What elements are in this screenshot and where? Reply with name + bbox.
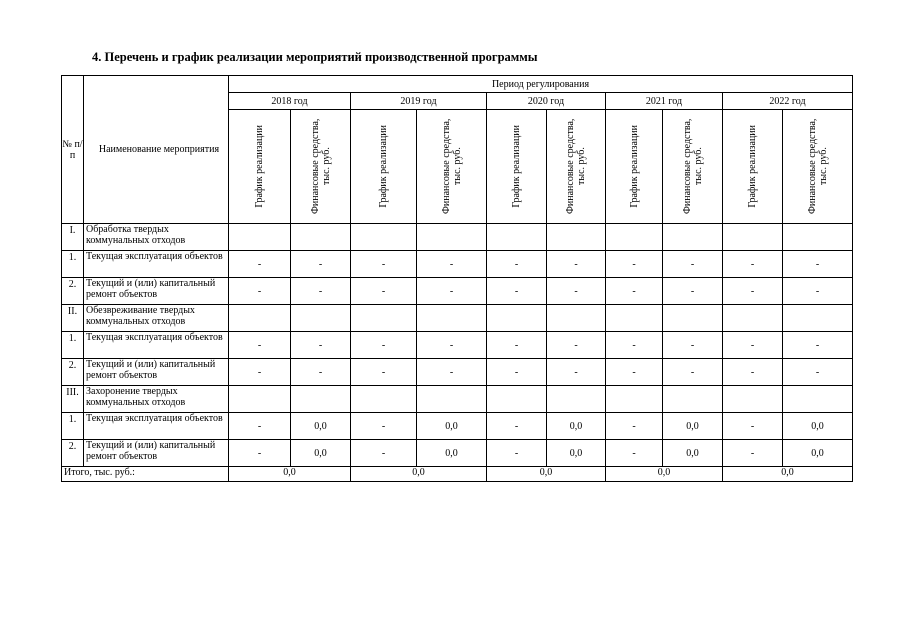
schedule-cell: -: [229, 413, 291, 440]
finance-cell: -: [547, 359, 606, 386]
schedule-cell: [351, 386, 417, 413]
schedule-cell: [606, 224, 663, 251]
table-row: [62, 224, 853, 251]
schedule-cell: -: [229, 251, 291, 278]
finance-cell: [291, 305, 351, 332]
row-name: Обработка твердых коммунальных отходов: [84, 224, 229, 251]
finance-cell: -: [417, 251, 487, 278]
subheader-schedule: График реализации: [723, 110, 783, 224]
finance-cell: [663, 305, 723, 332]
table-row: [62, 440, 853, 467]
table-row: [62, 332, 853, 359]
schedule-cell: -: [723, 413, 783, 440]
finance-cell: 0,0: [547, 440, 606, 467]
row-number: I.: [62, 224, 84, 251]
finance-cell: 0,0: [291, 440, 351, 467]
finance-cell: [291, 386, 351, 413]
schedule-cell: [351, 224, 417, 251]
schedule-cell: [229, 224, 291, 251]
total-value: 0,0: [606, 467, 723, 482]
schedule-cell: -: [487, 440, 547, 467]
finance-cell: -: [783, 278, 853, 305]
finance-cell: [417, 386, 487, 413]
total-label: Итого, тыс. руб.:: [62, 467, 229, 482]
finance-cell: [547, 224, 606, 251]
row-name: Текущая эксплуатация объектов: [84, 332, 229, 359]
finance-cell: -: [291, 359, 351, 386]
schedule-cell: -: [606, 359, 663, 386]
finance-cell: 0,0: [663, 413, 723, 440]
schedule-cell: [606, 386, 663, 413]
schedule-cell: -: [723, 359, 783, 386]
schedule-cell: -: [351, 251, 417, 278]
finance-cell: -: [547, 278, 606, 305]
table-row: [62, 278, 853, 305]
row-number: 1.: [62, 251, 84, 278]
row-number: II.: [62, 305, 84, 332]
finance-cell: 0,0: [417, 413, 487, 440]
row-name: Захоронение твердых коммунальных отходов: [84, 386, 229, 413]
finance-cell: -: [291, 332, 351, 359]
finance-cell: 0,0: [663, 440, 723, 467]
finance-cell: [783, 224, 853, 251]
schedule-cell: [723, 386, 783, 413]
schedule-cell: -: [606, 440, 663, 467]
schedule-cell: -: [606, 332, 663, 359]
finance-cell: -: [663, 359, 723, 386]
schedule-cell: -: [487, 251, 547, 278]
row-number: 1.: [62, 332, 84, 359]
row-number: III.: [62, 386, 84, 413]
schedule-cell: -: [229, 278, 291, 305]
table-row: [62, 251, 853, 278]
finance-cell: 0,0: [783, 440, 853, 467]
program-table: [61, 75, 853, 482]
schedule-cell: -: [229, 332, 291, 359]
subheader-finance: Финансовые средства, тыс. руб.: [663, 110, 723, 224]
schedule-cell: -: [229, 440, 291, 467]
schedule-cell: -: [606, 413, 663, 440]
year-header: 2019 год: [351, 93, 487, 110]
table-row: [62, 413, 853, 440]
finance-cell: -: [783, 332, 853, 359]
schedule-cell: -: [606, 251, 663, 278]
finance-cell: -: [663, 332, 723, 359]
finance-cell: [783, 305, 853, 332]
year-header: 2020 год: [487, 93, 606, 110]
schedule-cell: -: [723, 251, 783, 278]
schedule-cell: -: [487, 413, 547, 440]
row-name: Обезвреживание твердых коммунальных отходов: [84, 305, 229, 332]
schedule-cell: [351, 305, 417, 332]
schedule-cell: [723, 305, 783, 332]
table-row: [62, 305, 853, 332]
subheader-schedule: График реализации: [351, 110, 417, 224]
row-number: 2.: [62, 359, 84, 386]
finance-cell: -: [783, 251, 853, 278]
schedule-cell: -: [723, 278, 783, 305]
row-name: Текущая эксплуатация объектов: [84, 251, 229, 278]
finance-cell: 0,0: [783, 413, 853, 440]
schedule-cell: -: [351, 413, 417, 440]
finance-cell: -: [783, 359, 853, 386]
year-header: 2022 год: [723, 93, 853, 110]
schedule-cell: [487, 305, 547, 332]
schedule-cell: -: [351, 278, 417, 305]
finance-cell: 0,0: [547, 413, 606, 440]
row-number: 2.: [62, 278, 84, 305]
schedule-cell: [229, 305, 291, 332]
schedule-cell: -: [351, 332, 417, 359]
total-row: [62, 467, 853, 482]
year-header: 2021 год: [606, 93, 723, 110]
schedule-cell: -: [229, 359, 291, 386]
schedule-cell: -: [487, 359, 547, 386]
subheader-finance: Финансовые средства, тыс. руб.: [417, 110, 487, 224]
year-header: 2018 год: [229, 93, 351, 110]
column-header-name: Наименование мероприятия: [84, 76, 229, 224]
row-name: Текущая эксплуатация объектов: [84, 413, 229, 440]
row-name: Текущий и (или) капитальный ремонт объектов: [84, 440, 229, 467]
subheader-finance: Финансовые средства, тыс. руб.: [547, 110, 606, 224]
row-name: Текущий и (или) капитальный ремонт объектов: [84, 359, 229, 386]
finance-cell: -: [663, 278, 723, 305]
finance-cell: [783, 386, 853, 413]
schedule-cell: -: [487, 332, 547, 359]
schedule-cell: [487, 224, 547, 251]
finance-cell: [663, 224, 723, 251]
finance-cell: -: [417, 359, 487, 386]
finance-cell: -: [291, 278, 351, 305]
subheader-schedule: График реализации: [229, 110, 291, 224]
total-value: 0,0: [487, 467, 606, 482]
row-number: 1.: [62, 413, 84, 440]
finance-cell: 0,0: [291, 413, 351, 440]
table-row: [62, 359, 853, 386]
finance-cell: -: [547, 251, 606, 278]
document-heading: 4. Перечень и график реализации мероприятий производственной программы: [92, 50, 538, 64]
finance-cell: [547, 386, 606, 413]
total-value: 0,0: [351, 467, 487, 482]
finance-cell: [417, 224, 487, 251]
finance-cell: [663, 386, 723, 413]
schedule-cell: [229, 386, 291, 413]
finance-cell: [547, 305, 606, 332]
schedule-cell: -: [351, 359, 417, 386]
subheader-finance: Финансовые средства, тыс. руб.: [291, 110, 351, 224]
row-number: 2.: [62, 440, 84, 467]
schedule-cell: -: [606, 278, 663, 305]
schedule-cell: -: [487, 278, 547, 305]
finance-cell: -: [547, 332, 606, 359]
total-value: 0,0: [229, 467, 351, 482]
schedule-cell: -: [723, 332, 783, 359]
table-row: [62, 386, 853, 413]
finance-cell: [291, 224, 351, 251]
finance-cell: -: [663, 251, 723, 278]
subheader-finance: Финансовые средства, тыс. руб.: [783, 110, 853, 224]
subheader-schedule: График реализации: [487, 110, 547, 224]
finance-cell: -: [291, 251, 351, 278]
schedule-cell: [487, 386, 547, 413]
schedule-cell: [606, 305, 663, 332]
column-header-number: № п/п: [62, 76, 84, 224]
row-name: Текущий и (или) капитальный ремонт объектов: [84, 278, 229, 305]
finance-cell: [417, 305, 487, 332]
schedule-cell: [723, 224, 783, 251]
schedule-cell: -: [723, 440, 783, 467]
period-header: Период регулирования: [229, 76, 853, 93]
finance-cell: -: [417, 278, 487, 305]
total-value: 0,0: [723, 467, 853, 482]
finance-cell: 0,0: [417, 440, 487, 467]
schedule-cell: -: [351, 440, 417, 467]
subheader-schedule: График реализации: [606, 110, 663, 224]
finance-cell: -: [417, 332, 487, 359]
